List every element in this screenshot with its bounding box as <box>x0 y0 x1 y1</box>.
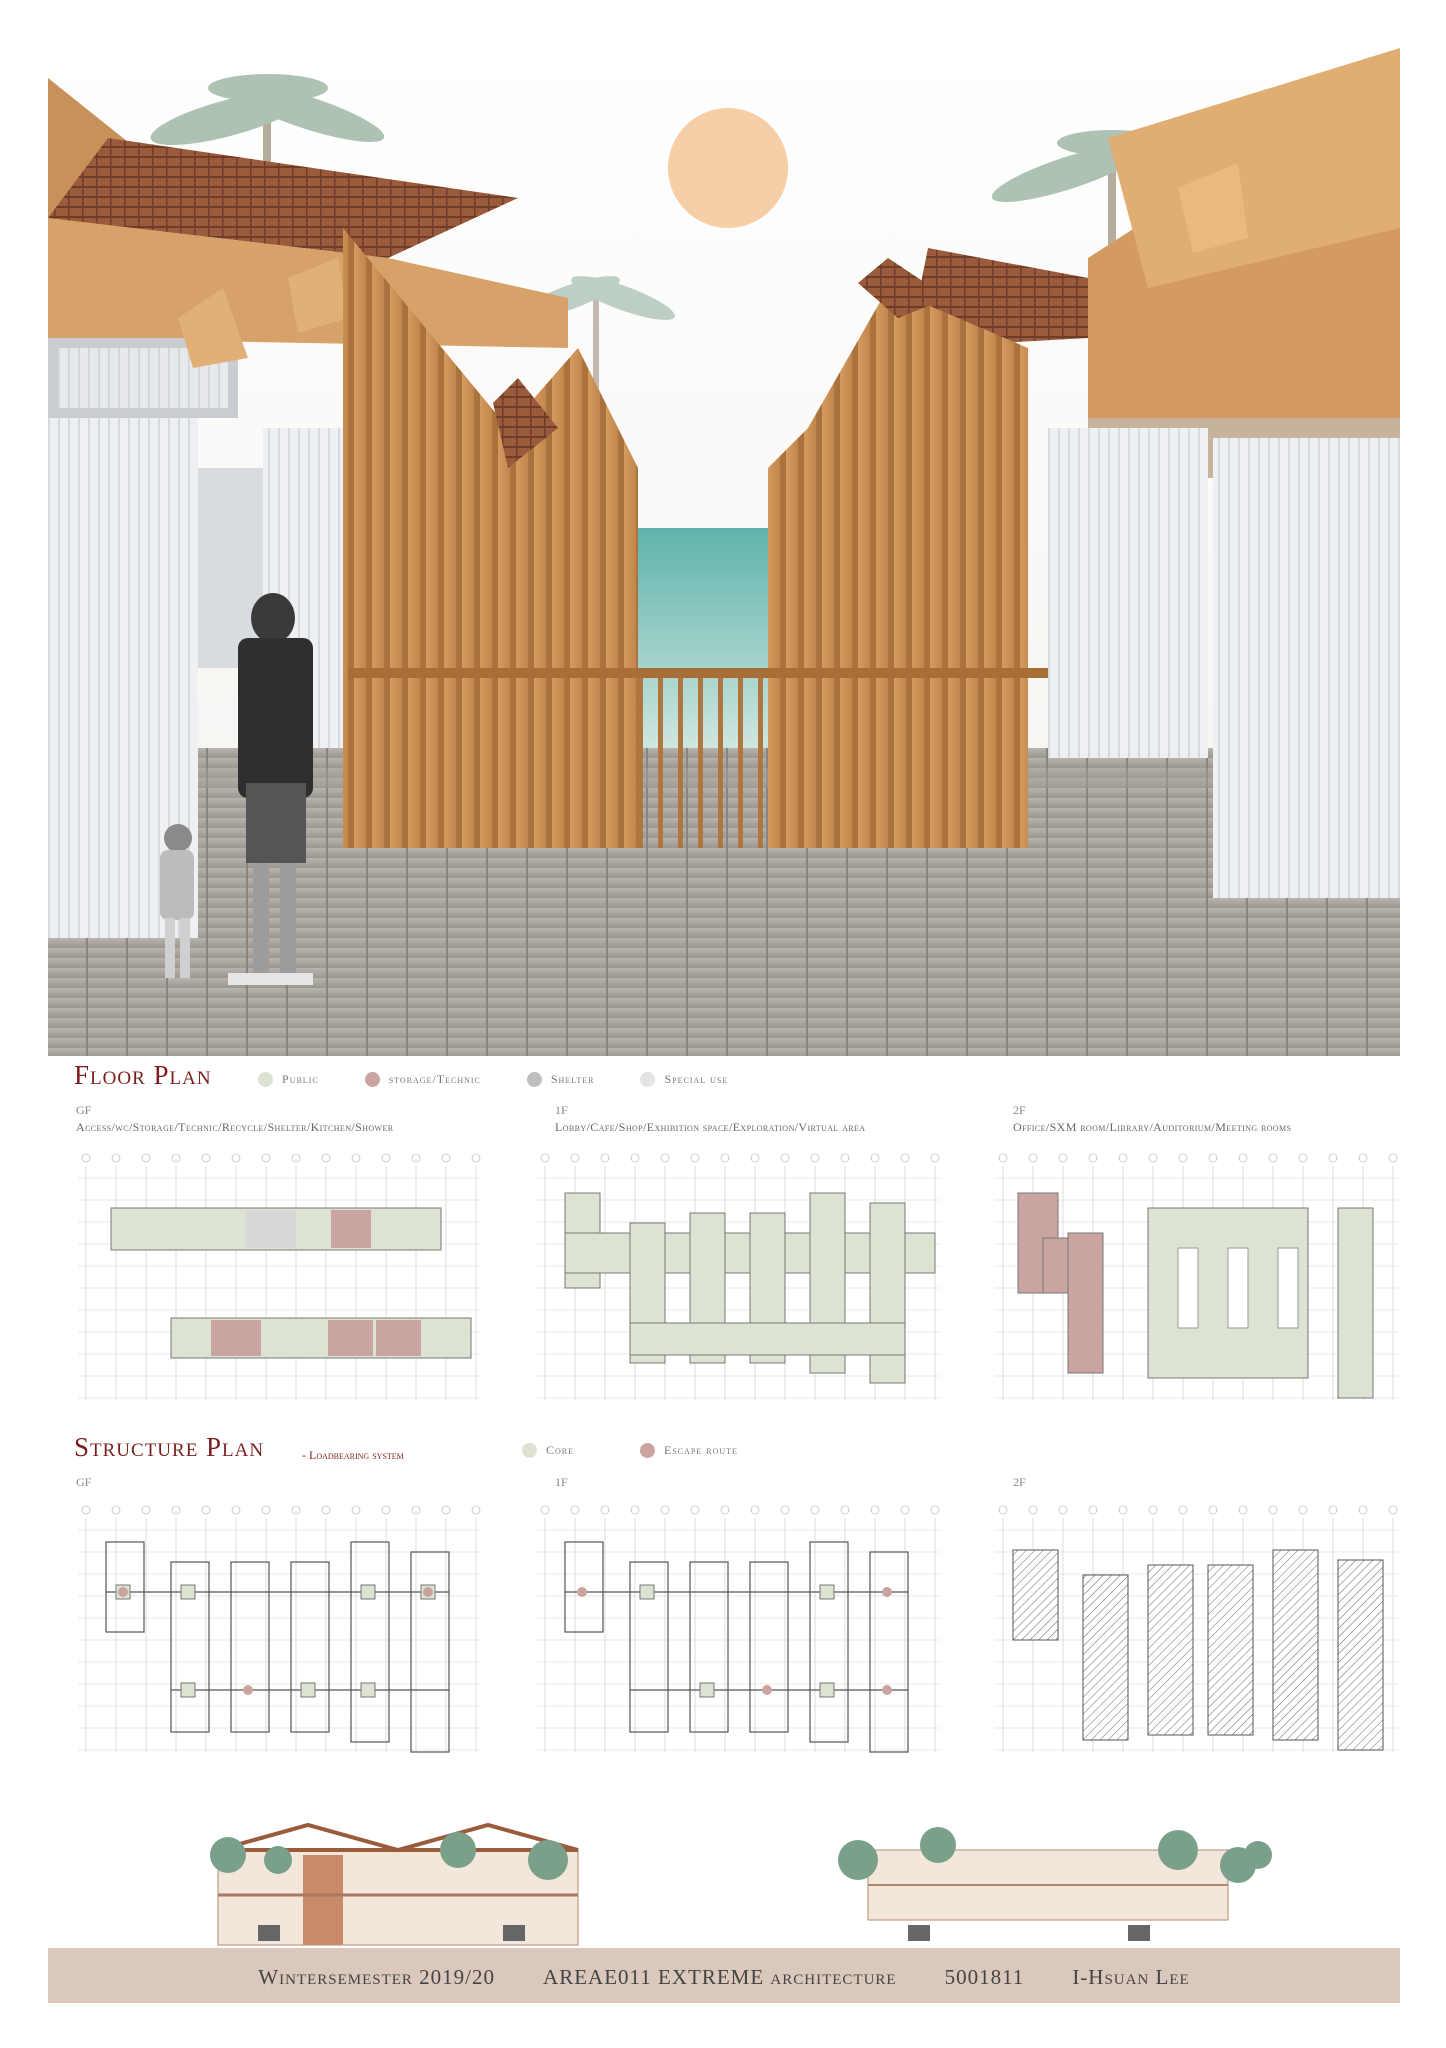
structure-plan-subtitle: - Loadbearing system <box>302 1448 404 1462</box>
legend-dot-shelter <box>527 1072 542 1087</box>
floor-plan-2f-drawing <box>983 1148 1403 1408</box>
structure-plan-1f-drawing <box>525 1500 945 1760</box>
footer-semester: Wintersemester 2019/20 <box>258 1964 496 1989</box>
structure-level-2f: 2F <box>1013 1475 1026 1489</box>
footer <box>48 1952 1400 2002</box>
slatted-pavilion-right <box>888 288 1028 848</box>
footer-course: AREAE011 EXTREME architecture <box>543 1964 897 1989</box>
legend-dot-core <box>522 1443 537 1458</box>
floor-level-1f: 1F <box>555 1103 568 1117</box>
legend-dot-storage <box>365 1072 380 1087</box>
floor-level-gf: GF <box>76 1103 92 1117</box>
floor-level-2f: 2F <box>1013 1103 1026 1117</box>
railing <box>348 668 1048 678</box>
legend-label: Public <box>282 1072 319 1086</box>
structure-plan-2f-drawing <box>983 1500 1403 1760</box>
legend-label: Escape route <box>664 1443 738 1457</box>
legend-item-public <box>258 1072 319 1087</box>
floor-plan-gf-drawing <box>66 1148 486 1408</box>
floor-plan-title: Floor Plan <box>74 1060 212 1090</box>
legend-item-special-use <box>640 1072 728 1087</box>
section-elevations <box>48 1810 1400 1950</box>
legend-label: Special use <box>664 1072 729 1086</box>
floor-level-2f-desc: Office/SXM room/Library/Auditorium/Meeting rooms <box>1013 1120 1292 1134</box>
hero-illustration <box>48 48 1400 1056</box>
section-drawing-left <box>210 1825 578 1945</box>
hero-rendering <box>48 48 1400 1056</box>
structure-level-1f: 1F <box>555 1475 568 1489</box>
legend-item-core <box>522 1443 574 1458</box>
legend-item-shelter <box>527 1072 595 1087</box>
structure-level-gf: GF <box>76 1475 92 1489</box>
floor-level-1f-desc: Lobby/Cafe/Shop/Exhibition space/Exploration/Virtual area <box>555 1120 866 1134</box>
floor-level-gf-desc: Access/wc/Storage/Technic/Recycle/Shelter/Kitchen/Shower <box>76 1120 394 1134</box>
legend-label: Shelter <box>550 1072 595 1086</box>
legend-item-escape-route <box>640 1443 738 1458</box>
floor-plan-legend <box>258 1072 728 1087</box>
elevation-drawing-right <box>838 1827 1272 1941</box>
legend-item-storage <box>365 1072 481 1087</box>
sun-graphic <box>668 108 788 228</box>
legend-label: storage/Technic <box>388 1072 481 1086</box>
footer-student-id: 5001811 <box>944 1964 1025 1989</box>
legend-dot-escape-route <box>640 1443 655 1458</box>
floor-plan-1f-drawing <box>525 1148 945 1408</box>
legend-dot-special-use <box>640 1072 655 1087</box>
legend-dot-public <box>258 1072 273 1087</box>
structure-plan-title: Structure Plan <box>74 1432 265 1462</box>
structure-plan-gf-drawing <box>66 1500 486 1760</box>
footer-author: I-Hsuan Lee <box>1072 1964 1190 1989</box>
legend-label: Core <box>546 1443 575 1457</box>
structure-plan-legend <box>522 1443 738 1458</box>
